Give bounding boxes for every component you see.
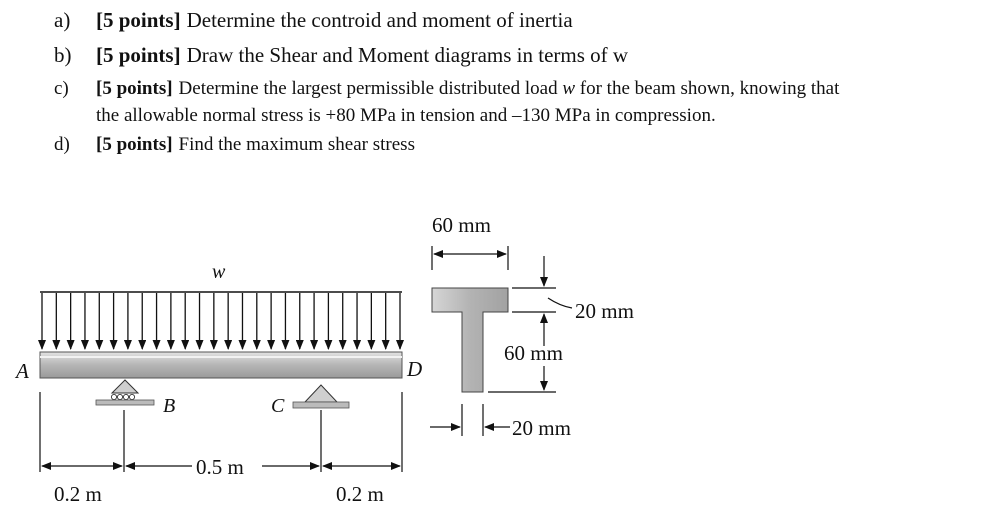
question-letter: c)	[54, 78, 69, 99]
beam	[40, 352, 402, 378]
span-label-left: 0.2 m	[54, 482, 102, 506]
web-width-label: 20 mm	[512, 416, 571, 440]
question-points: [5 points]	[96, 134, 173, 155]
point-label-b: B	[163, 395, 176, 417]
pin-support-c	[293, 385, 349, 408]
load-arrows	[42, 293, 400, 349]
question-points: [5 points]	[96, 43, 181, 67]
question-letter: b)	[54, 43, 72, 67]
question-text: the allowable normal stress is +80 MPa in tension and –130 MPa in compression.	[96, 105, 716, 126]
question-text: Draw the Shear and Moment diagrams in terms of w	[186, 43, 629, 67]
question-letter: a)	[54, 8, 71, 32]
flange-width-label: 60 mm	[432, 213, 491, 237]
question-text-end: for the beam shown, knowing that	[579, 78, 840, 99]
point-label-a: A	[16, 359, 29, 383]
point-label-c: C	[271, 395, 285, 417]
load-symbol: w	[562, 78, 576, 99]
span-label-right: 0.2 m	[336, 482, 384, 506]
span-label-middle: 0.5 m	[196, 455, 244, 479]
web-width-dimension	[430, 404, 510, 436]
question-text: Determine the largest permissible distributed load	[178, 78, 558, 99]
t-cross-section	[432, 288, 508, 392]
point-label-d: D	[407, 357, 423, 381]
question-text: Determine the controid and moment of inertia	[186, 8, 573, 32]
flange-thickness-label: 20 mm	[575, 299, 634, 323]
question-letter: d)	[54, 134, 70, 155]
web-height-dimension	[488, 366, 556, 392]
roller-support-b	[96, 380, 154, 405]
question-points: [5 points]	[96, 8, 181, 32]
web-height-label: 60 mm	[504, 341, 563, 365]
load-label: w	[212, 261, 226, 283]
question-text: Find the maximum shear stress	[178, 134, 415, 155]
flange-width-dimension	[432, 246, 508, 270]
flange-thickness-dimension	[512, 256, 572, 346]
question-points: [5 points]	[96, 78, 173, 99]
